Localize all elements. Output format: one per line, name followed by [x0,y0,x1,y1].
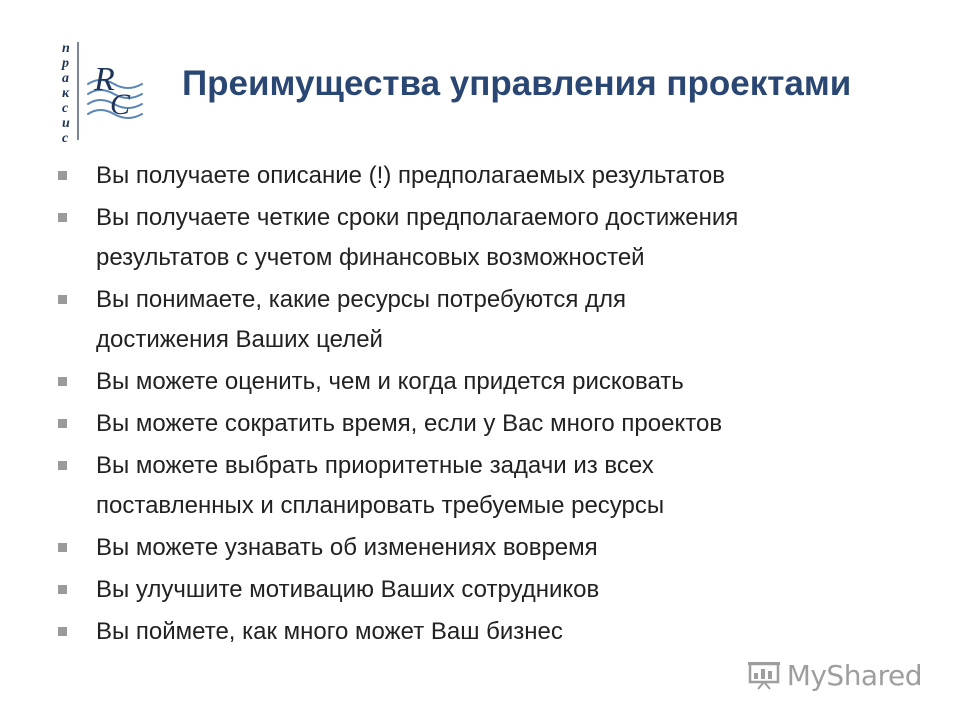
bullet-marker [58,543,67,552]
bullet-marker [58,419,67,428]
bullet-item [58,362,918,402]
bullet-item [58,198,918,278]
bullet-item [58,528,918,568]
svg-text:с: с [62,131,69,144]
bullet-text: Вы получаете описание (!) предполагаемых результатов [96,162,726,189]
svg-text:R: R [94,61,115,98]
bullet-text-continued: достижения Ваших целей [96,326,383,353]
bullet-item [58,612,918,652]
bullet-item [58,446,918,526]
svg-text:п: п [62,41,70,56]
bullet-list [58,156,918,652]
bullet-marker [58,171,67,180]
bullet-text: Вы можете выбрать приоритетные задачи из всех [96,452,654,479]
svg-text:а: а [62,71,69,86]
bullet-marker [58,627,67,636]
bullet-item [58,156,918,196]
bullet-marker [58,461,67,470]
watermark-text: MyShared [786,658,922,692]
bullet-marker [58,585,67,594]
bullet-text: Вы можете узнавать об изменениях вовремя [96,534,598,561]
bullet-text: Вы получаете четкие сроки предполагаемого достижения [96,204,739,231]
bullet-marker [58,213,67,222]
bullet-text-continued: поставленных и спланировать требуемые ресурсы [96,492,665,519]
bullet-text: Вы поймете, как много может Ваш бизнес [96,618,563,645]
svg-text:к: к [62,86,70,101]
myshared-watermark[interactable] [747,660,922,690]
bullet-item [58,280,918,360]
bullet-text: Вы можете оценить, чем и когда придется рисковать [96,368,684,395]
company-logo [58,36,153,144]
bullet-text: Вы улучшите мотивацию Ваших сотрудников [96,576,600,603]
bullet-marker [58,377,67,386]
svg-text:и: и [62,116,70,131]
svg-text:с: с [62,101,69,116]
svg-text:C: C [110,88,131,121]
bullet-item [58,570,918,610]
bullet-text: Вы можете сократить время, если у Вас много проектов [96,410,723,437]
presentation-board-icon [747,660,781,690]
svg-text:р: р [62,56,69,71]
bullet-marker [58,295,67,304]
slide-title: Преимущества управления проектами [182,64,852,103]
bullet-text: Вы понимаете, какие ресурсы потребуются для [96,286,627,313]
bullet-item [58,404,918,444]
bullet-text-continued: результатов с учетом финансовых возможностей [96,244,645,271]
